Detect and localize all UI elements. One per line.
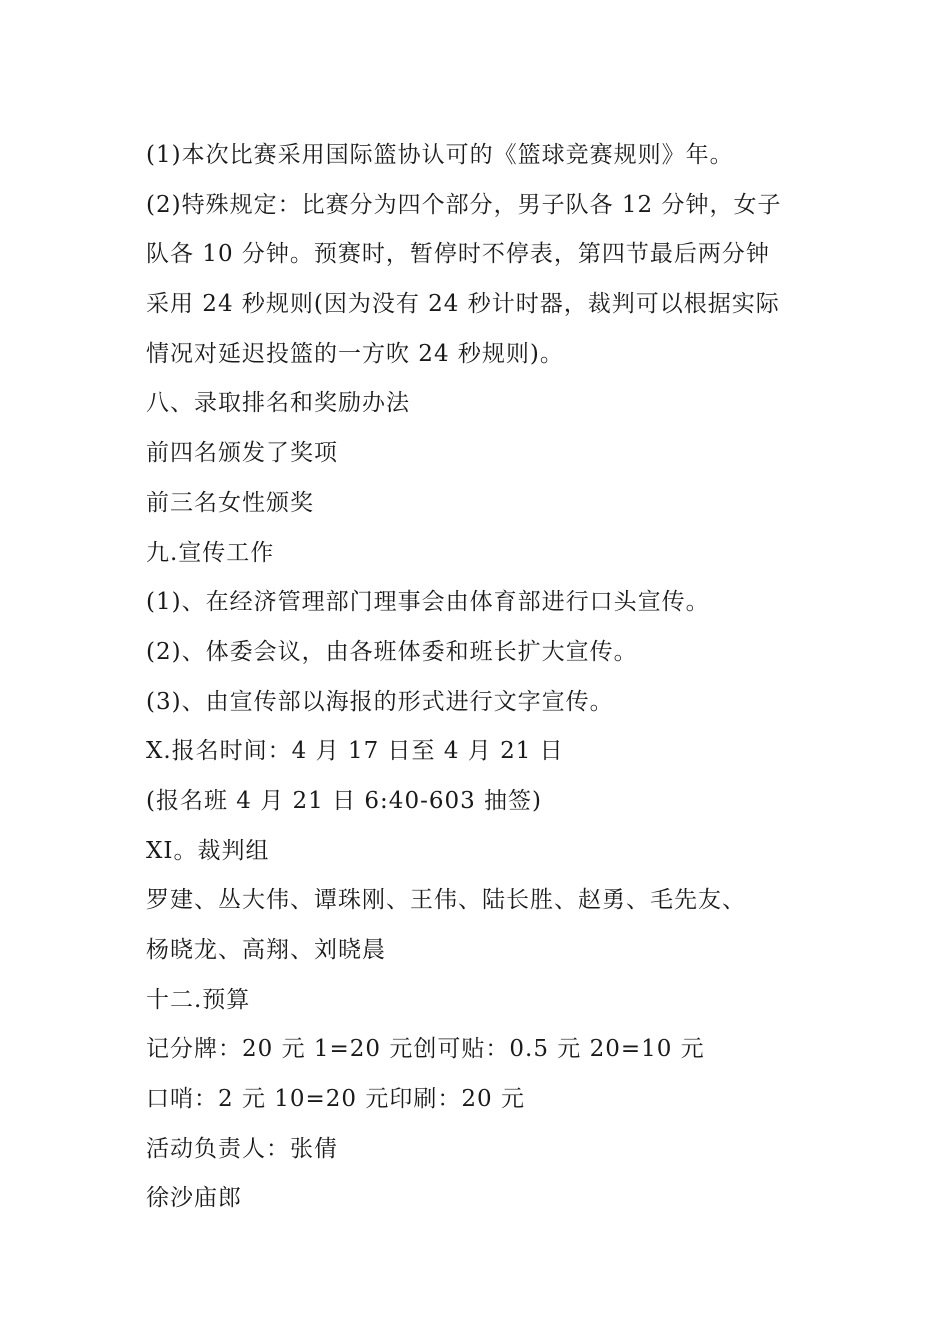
referees-line-2: 杨晓龙、高翔、刘晓晨 (146, 937, 386, 963)
budget-line-1: 记分牌：20 元 1=20 元创可贴：0.5 元 20=10 元 (146, 1036, 705, 1063)
organizer-name: 徐沙庙郎 (146, 1185, 242, 1212)
awards-line-2: 前三名女性颁奖 (146, 489, 314, 516)
rule-item-2-line-4: 情况对延迟投篮的一方吹 24 秒规则)。 (146, 340, 564, 367)
section-heading-publicity: 九.宣传工作 (146, 539, 275, 566)
registration-note: (报名班 4 月 21 日 6:40-603 抽签) (146, 787, 543, 814)
rule-item-2-line-2: 队各 10 分钟。预赛时，暂停时不停表，第四节最后两分钟 (146, 241, 770, 268)
section-heading-referees: XI。裁判组 (146, 837, 270, 864)
rule-item-2-line-1: (2)特殊规定：比赛分为四个部分，男子队各 12 分钟，女子 (146, 191, 782, 218)
section-heading-budget: 十二.预算 (146, 986, 251, 1013)
budget-line-2: 口哨：2 元 10=20 元印刷：20 元 (146, 1086, 525, 1113)
document-body (146, 131, 816, 1224)
referees-line-1: 罗建、丛大伟、谭珠刚、王伟、陆长胜、赵勇、毛先友、 (146, 887, 746, 914)
rule-item-1: (1)本次比赛采用国际篮协认可的《篮球竞赛规则》年。 (146, 142, 734, 168)
publicity-item-2: (2)、体委会议，由各班体委和班长扩大宣传。 (146, 638, 638, 665)
publicity-item-3: (3)、由宣传部以海报的形式进行文字宣传。 (146, 688, 614, 715)
section-heading-awards: 八、录取排名和奖励办法 (146, 390, 410, 417)
organizer-line: 活动负责人：张倩 (146, 1135, 338, 1162)
section-heading-registration: X.报名时间：4 月 17 日至 4 月 21 日 (146, 738, 564, 765)
publicity-item-1: (1)、在经济管理部门理事会由体育部进行口头宣传。 (146, 589, 710, 616)
awards-line-1: 前四名颁发了奖项 (146, 440, 338, 467)
rule-item-2-line-3: 采用 24 秒规则(因为没有 24 秒计时器，裁判可以根据实际 (146, 291, 780, 318)
